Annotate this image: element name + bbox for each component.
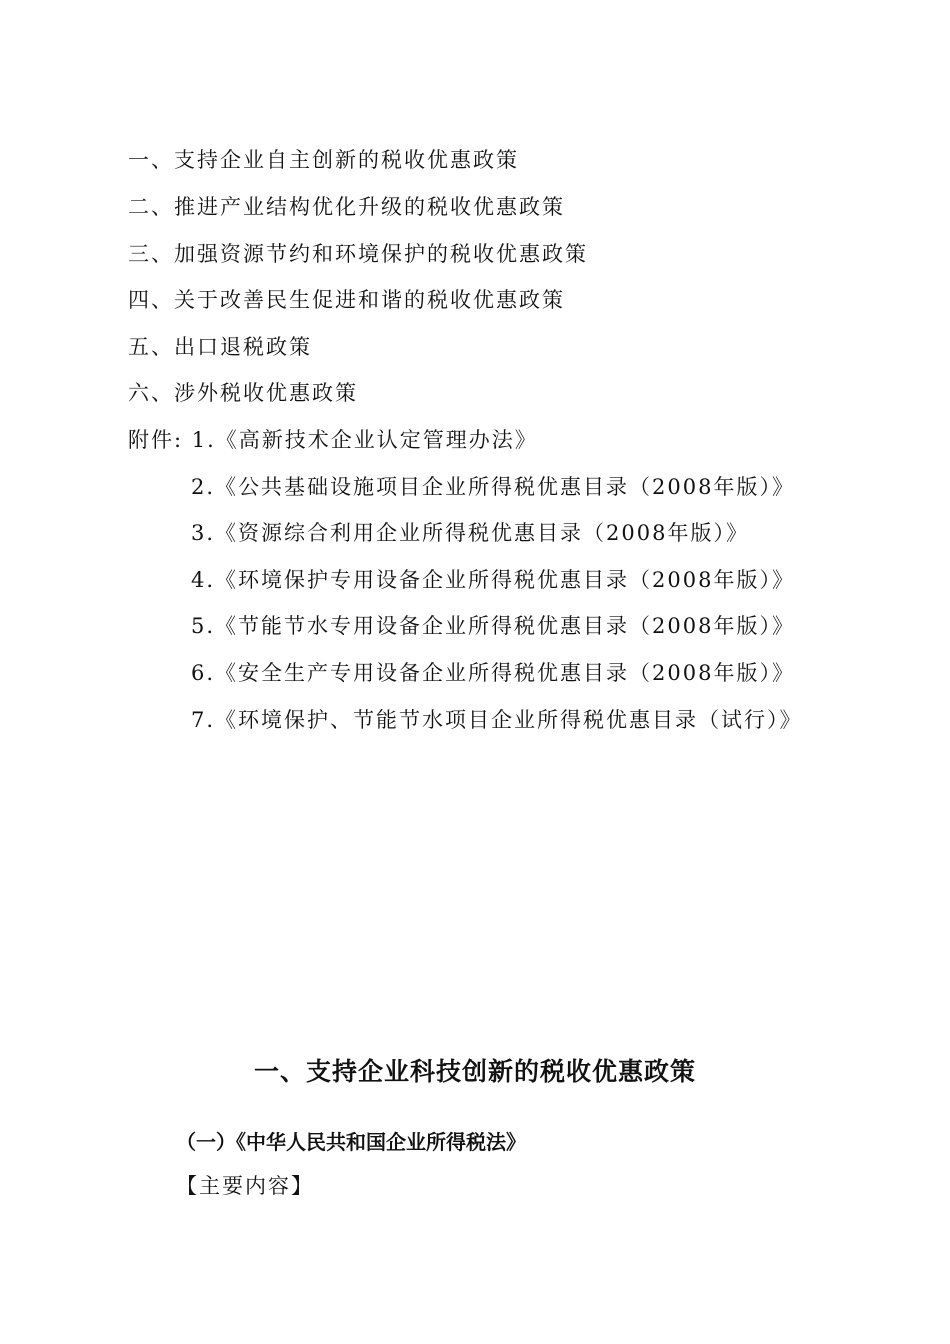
toc-item-4: 四、关于改善民生促进和谐的税收优惠政策 bbox=[128, 288, 565, 312]
law-title: （一）《中华人民共和国企业所得税法》 bbox=[176, 1130, 526, 1154]
toc-item-3: 三、加强资源节约和环境保护的税收优惠政策 bbox=[128, 242, 588, 266]
section-heading: 一、支持企业科技创新的税收优惠政策 bbox=[253, 1057, 696, 1086]
attachment-item-1: 附件: 1.《高新技术企业认定管理办法》 bbox=[128, 428, 538, 452]
attachment-item-3: 3.《资源综合利用企业所得税优惠目录（2008年版）》 bbox=[191, 521, 749, 545]
attachment-item-4: 4.《环境保护专用设备企业所得税优惠目录（2008年版）》 bbox=[191, 568, 795, 592]
main-content-label: 【主要内容】 bbox=[176, 1174, 314, 1198]
attachment-item-7: 7.《环境保护、节能节水项目企业所得税优惠目录（试行）》 bbox=[191, 708, 803, 732]
toc-item-2: 二、推进产业结构优化升级的税收优惠政策 bbox=[128, 195, 565, 219]
toc-item-1: 一、支持企业自主创新的税收优惠政策 bbox=[128, 148, 519, 172]
attachment-item-6: 6.《安全生产专用设备企业所得税优惠目录（2008年版）》 bbox=[191, 661, 795, 685]
attachment-item-5: 5.《节能节水专用设备企业所得税优惠目录（2008年版）》 bbox=[191, 614, 795, 638]
attachment-item-2: 2.《公共基础设施项目企业所得税优惠目录（2008年版）》 bbox=[191, 475, 795, 499]
toc-item-5: 五、出口退税政策 bbox=[128, 335, 312, 359]
toc-item-6: 六、涉外税收优惠政策 bbox=[128, 381, 358, 405]
